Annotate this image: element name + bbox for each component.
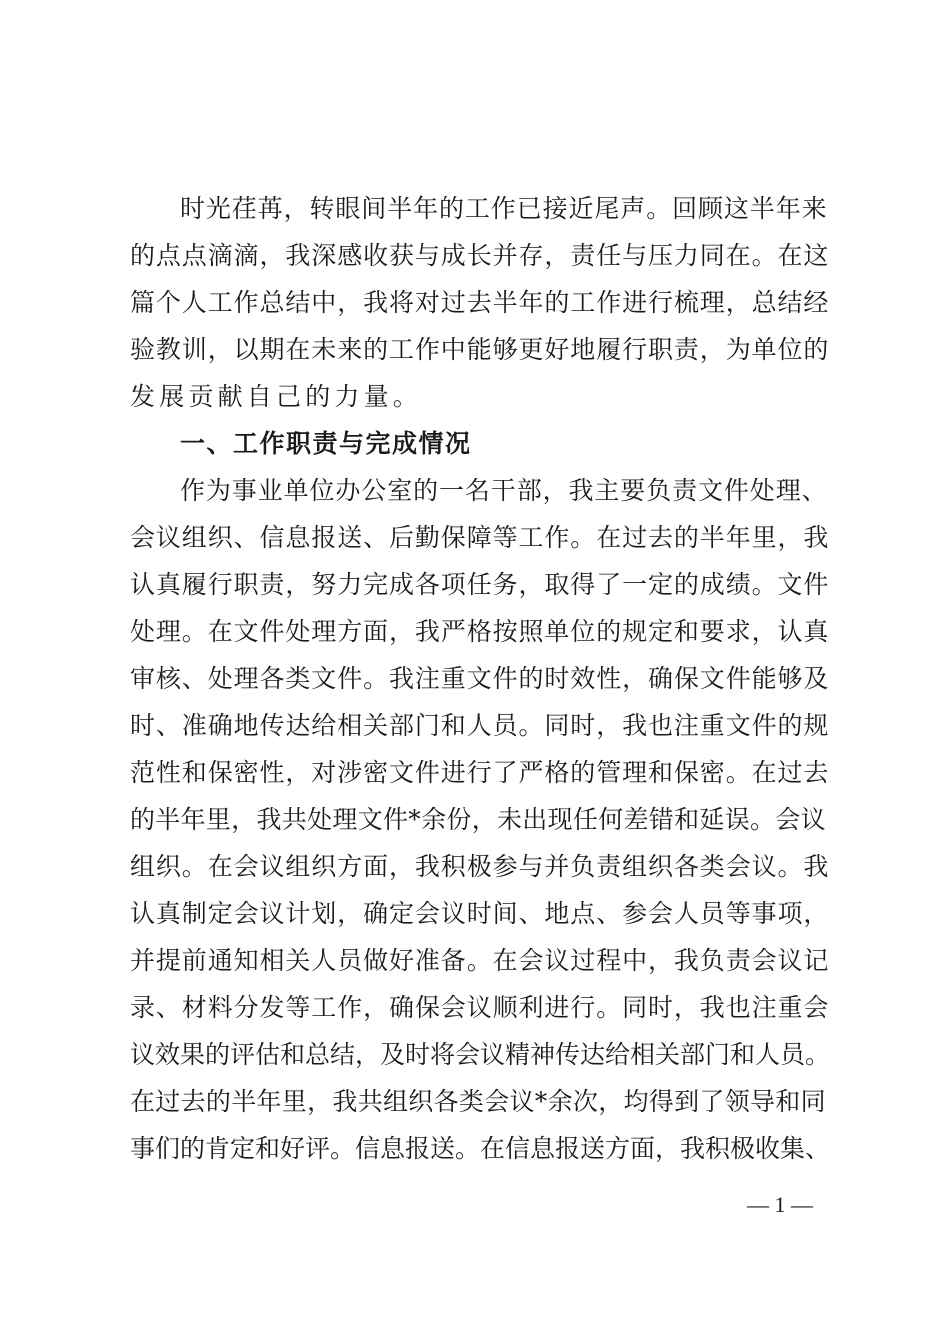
paragraph-line: 录、材料分发等工作，确保会议顺利进行。同时，我也注重会 bbox=[130, 993, 830, 1022]
paragraph-line: 作为事业单位办公室的一名干部，我主要负责文件处理、 bbox=[180, 476, 828, 505]
paragraph-line: 事们的肯定和好评。信息报送。在信息报送方面，我积极收集、 bbox=[130, 1134, 831, 1163]
paragraph-line: 的半年里，我共处理文件*余份，未出现任何差错和延误。会议 bbox=[130, 805, 826, 834]
paragraph-line: 认真制定会议计划，确定会议时间、地点、参会人员等事项， bbox=[130, 899, 830, 928]
paragraph-line: 的点点滴滴，我深感收获与成长并存，责任与压力同在。在这 bbox=[130, 241, 830, 270]
paragraph-line: 范性和保密性，对涉密文件进行了严格的管理和保密。在过去 bbox=[130, 758, 830, 787]
paragraph-line: 议效果的评估和总结，及时将会议精神传达给相关部门和人员。 bbox=[130, 1040, 831, 1069]
paragraph-line: 在过去的半年里，我共组织各类会议*余次，均得到了领导和同 bbox=[130, 1087, 826, 1116]
page-number: — 1 — bbox=[747, 1192, 813, 1217]
document-body bbox=[130, 185, 830, 1172]
paragraph-line: 发展贡献自己的力量。 bbox=[130, 382, 423, 411]
paragraph-line: 会议组织、信息报送、后勤保障等工作。在过去的半年里，我 bbox=[130, 523, 830, 552]
paragraph-line: 审核、处理各类文件。我注重文件的时效性，确保文件能够及 bbox=[130, 664, 830, 693]
paragraph-line: 时光荏苒，转眼间半年的工作已接近尾声。回顾这半年来 bbox=[180, 194, 828, 223]
paragraph-line: 组织。在会议组织方面，我积极参与并负责组织各类会议。我 bbox=[130, 852, 830, 881]
paragraph-line: 处理。在文件处理方面，我严格按照单位的规定和要求，认真 bbox=[130, 617, 830, 646]
paragraph-line: 时、准确地传达给相关部门和人员。同时，我也注重文件的规 bbox=[130, 711, 830, 740]
paragraph-line: 认真履行职责，努力完成各项任务，取得了一定的成绩。文件 bbox=[130, 570, 830, 599]
paragraph-line: 验教训，以期在未来的工作中能够更好地履行职责，为单位的 bbox=[130, 335, 830, 364]
section-heading: 一、工作职责与完成情况 bbox=[180, 429, 472, 458]
paragraph-line: 篇个人工作总结中，我将对过去半年的工作进行梳理，总结经 bbox=[130, 288, 830, 317]
paragraph-line: 并提前通知相关人员做好准备。在会议过程中，我负责会议记 bbox=[130, 946, 830, 975]
